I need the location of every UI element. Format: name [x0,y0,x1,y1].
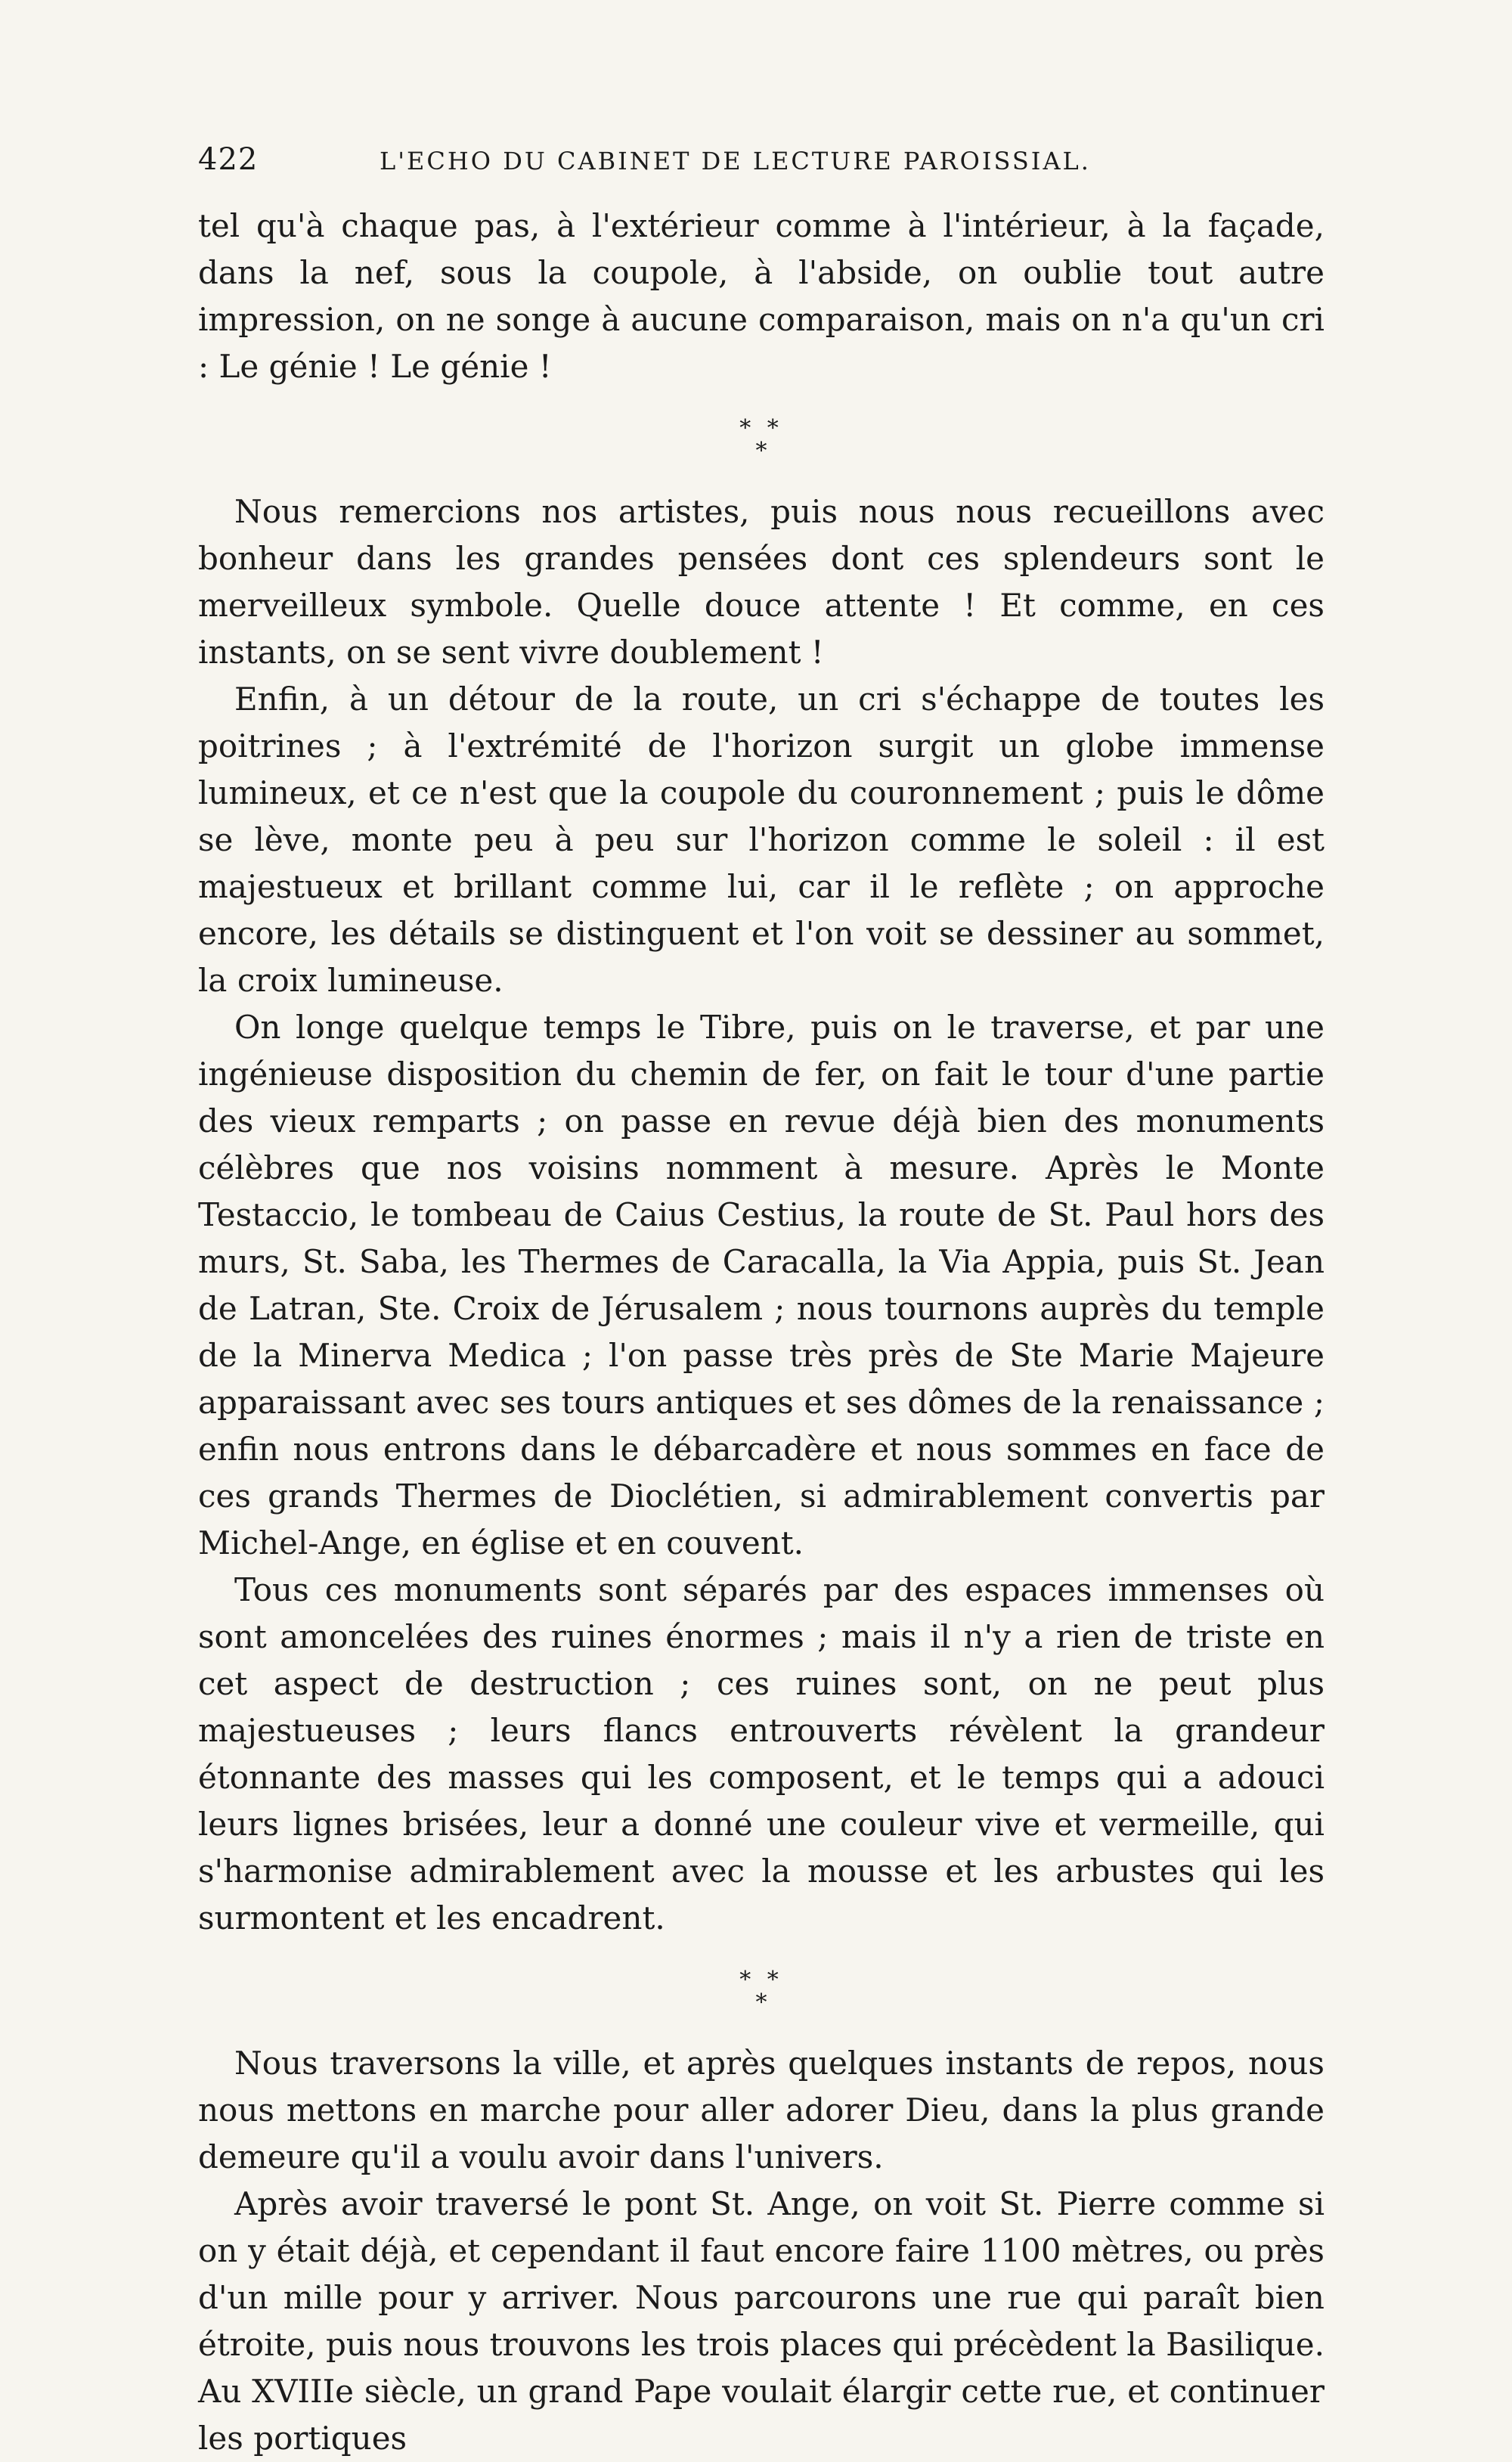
paragraph: tel qu'à chaque pas, à l'extérieur comme à l'intérieur, à la façade, dans la nef, sous la coupole, à l'abside, on oublie tout autre impression, on ne songe à aucune comparaison, mais on n'a qu'un cri : Le génie ! Le génie ! [198,207,1325,385]
paragraph: Nous traversons la ville, et après quelques instants de repos, nous nous mettons en marche pour aller adorer Dieu, dans la plus grande demeure qu'il a voulu avoir dans l'univers. [198,2045,1325,2175]
paragraph: Tous ces monuments sont séparés par des espaces immenses où sont amoncelées des ruines énormes ; mais il n'y a rien de triste en cet aspect de destruction ; ces ruines sont, on ne peut plus majestueuses ; leurs flancs entrouverts révèlent la grandeur étonnante des masses qui les composent, et le temps qui a adouci leurs lignes brisées, leur a donné une couleur vive et vermeille, qui s'harmonise admirablement avec la mousse et les arbustes qui les surmontent et les encadrent. [198,1571,1325,1936]
asterism-bottom: * [755,1989,767,2016]
paragraph: Après avoir traversé le pont St. Ange, on voit St. Pierre comme si on y était déjà, et cependant il faut encore faire 1100 mètres, ou près d'un mille pour y arriver. Nous parcourons une rue qui paraît bien étroite, puis nous trouvons les trois places qui précèdent la Basilique. Au XVIIIe siècle, un grand Pape voulait élargir cette rue, et continuer les portiques [198,2185,1325,2457]
asterism-divider [198,417,1325,463]
paragraph: Enfin, à un détour de la route, un cri s'échappe de toutes les poitrines ; à l'extrémité de l'horizon surgit un globe immense lumineux, et ce n'est que la coupole du couronnement ; puis le dôme se lève, monte peu à peu sur l'horizon comme le soleil : il est majestueux et brillant comme lui, car il le reflète ; on approche encore, les détails se distinguent et l'on voit se dessiner au sommet, la croix lumineuse. [198,681,1325,999]
asterism-divider [198,1969,1325,2014]
asterism-top: * * [739,415,783,442]
asterism-bottom: * [755,438,767,464]
paragraph: Nous remercions nos artistes, puis nous nous recueillons avec bonheur dans les grandes pensées dont ces splendeurs sont le merveilleux symbole. Quelle douce attente ! Et comme, en ces instants, on se sent vivre doublement ! [198,493,1325,671]
running-title: L'ECHO DU CABINET DE LECTURE PAROISSIAL. [380,147,1091,175]
page-number: 422 [198,142,259,177]
body-text [198,203,1325,2462]
page [198,142,1325,2462]
paragraph: On longe quelque temps le Tibre, puis on le traverse, et par une ingénieuse disposition du chemin de fer, on fait le tour d'une partie des vieux remparts ; on passe en revue déjà bien des monuments célèbres que nos voisins nomment à mesure. Après le Monte Testaccio, le tombeau de Caius Cestius, la route de St. Paul hors des murs, St. Saba, les Thermes de Caracalla, la Via Appia, puis St. Jean de Latran, Ste. Croix de Jérusalem ; nous tournons auprès du temple de la Minerva Medica ; l'on passe très près de Ste Marie Majeure apparaissant avec ses tours antiques et ses dômes de la renaissance ; enfin nous entrons dans le débarcadère et nous sommes en face de ces grands Thermes de Dioclétien, si admirablement convertis par Michel-Ange, en église et en couvent. [198,1009,1325,1561]
asterism-top: * * [739,1967,783,1993]
page-header [198,142,1325,195]
